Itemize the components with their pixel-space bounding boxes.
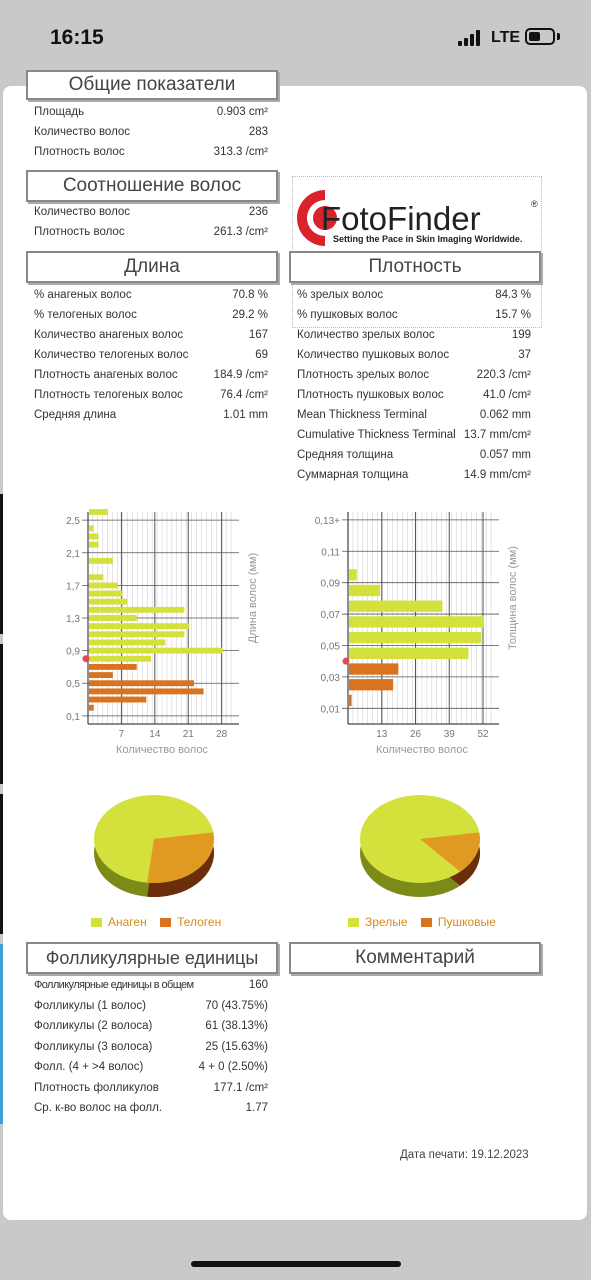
section-ratio-header [26,170,278,202]
follicular-stat-label: Фолликулярные единицы в общем [34,979,194,991]
general-stat-label: Площадь [34,106,85,118]
histogram-bar [89,648,223,654]
battery-tip [557,33,560,40]
anagen-telogen-pie [90,784,225,909]
density-stat-label: Количество зрелых волос [297,329,435,341]
follicular-stat-label: Плотность фолликулов [34,1081,159,1094]
length-stat-row [34,329,268,343]
density-stat-label: Количество пушковых волос [297,349,450,361]
follicular-stat-row [34,1000,268,1014]
length-stat-value: 76.4 /cm² [220,389,268,401]
histogram-bar [89,607,184,613]
histogram-bar [89,534,99,540]
ratio-stat-value: 236 [248,206,268,218]
length-stat-value: 29.2 % [232,309,268,321]
follicular-stat-value: 70 (43.75%) [205,999,268,1012]
length-stat-label: Плотность телогеных волос [34,389,183,401]
legend-vellus-label: Пушковые [437,915,496,929]
follicular-stat-value: 177.1 /cm² [213,1081,268,1094]
density-stat-row [297,449,531,463]
y-tick-label: 0,09 [320,578,340,590]
density-stat-value: 0.062 mm [479,409,531,421]
histogram-bar [349,616,484,627]
follicular-stat-value: 4 + 0 (2.50%) [198,1061,268,1073]
histogram-bar [89,599,127,605]
ratio-stat-value: 261.3 /cm² [213,226,268,238]
battery-icon [525,28,555,45]
histogram-bar [349,679,393,690]
histogram-bar [349,569,357,580]
density-stat-label: Плотность пушковых волос [297,389,444,401]
histogram-bar [349,585,380,596]
density-stat-row [297,289,531,303]
x-tick-label: 7 [118,729,125,740]
density-stat-row [297,349,531,363]
threshold-marker [83,655,90,662]
follicular-stat-value: 61 (38.13%) [205,1020,268,1032]
ratio-stat-label: Количество волос [34,206,131,218]
legend-anagen-label: Анаген [108,915,147,929]
length-stat-label: % анагеных волос [34,289,132,301]
section-density-header [289,251,541,283]
general-stat-label: Плотность волос [34,146,125,158]
length-stat-label: % телогеных волос [34,309,137,321]
histogram-bar [89,664,137,670]
histogram-bar [89,591,122,597]
length-stat-row [34,409,268,423]
x-tick-label: 52 [477,729,489,740]
density-stat-value: 37 [518,349,531,361]
histogram-bar [89,582,118,588]
length-histogram [33,496,283,761]
x-tick-label: 14 [149,729,161,740]
length-stat-row [34,349,268,363]
follicular-stat-row [34,1102,268,1116]
ratio-stat-row [34,206,268,220]
general-stat-value: 0.903 cm² [216,106,268,118]
follicular-stat-row [34,1082,268,1096]
density-stat-value: 15.7 % [495,309,531,321]
pie-legend-density [348,915,496,929]
x-tick-label: 13 [376,729,388,740]
density-stat-value: 41.0 /cm² [483,389,531,401]
histogram-bar [349,648,468,659]
density-stat-value: 0.057 mm [479,449,531,461]
network-label: LTE [491,29,521,46]
density-stat-label: Cumulative Thickness Terminal [297,429,456,441]
follicular-stat-label: Фолликулы (3 волоса) [34,1040,153,1053]
follicular-stat-label: Ср. к-во волос на фолл. [34,1102,162,1114]
length-stat-row [34,389,268,403]
length-stat-label: Количество анагеных волос [34,329,184,341]
ratio-stat-label: Плотность волос [34,226,125,238]
density-stat-row [297,309,531,323]
threshold-marker [343,658,350,665]
thickness-histogram [293,496,543,761]
histogram-bar [89,640,165,646]
section-general-title: Общие показатели [68,74,236,95]
histogram-bar [349,632,481,643]
histogram-bar [89,688,204,694]
histogram-bar [89,574,103,580]
general-stat-row [34,106,268,120]
histogram-bar [89,558,113,564]
y-tick-label: 2,5 [66,516,80,528]
section-follicular-header [26,942,278,974]
histogram-bar [89,542,99,548]
section-general-header [26,70,278,100]
report-page[interactable] [3,74,587,1220]
density-stat-label: % пушковых волос [297,309,398,321]
x-tick-label: 28 [216,729,228,740]
length-stat-row [34,369,268,383]
density-stat-value: 220.3 /cm² [476,369,531,381]
print-date: Дата печати: 19.12.2023 [400,1149,529,1161]
histogram-bar [89,615,137,621]
length-stat-label: Плотность анагеных волос [34,369,178,381]
follicular-stat-row [34,979,268,993]
length-stat-label: Средняя длина [34,409,117,421]
y-axis-title: Толщина волос (мм) [507,546,519,650]
x-tick-label: 21 [182,729,194,740]
density-stat-label: Плотность зрелых волос [297,369,430,381]
histogram-bar [89,680,194,686]
length-stat-label: Количество телогеных волос [34,349,189,361]
y-tick-label: 0,11 [321,547,340,559]
follicular-stat-row [34,1020,268,1034]
section-ratio-title: Соотношение волос [62,175,242,196]
logo-tagline: Setting the Pace in Skin Imaging Worldwide. [333,234,523,244]
y-tick-label: 0,05 [320,641,340,653]
histogram-bar [349,695,352,706]
legend-telogen-label: Телоген [177,915,222,929]
section-length-title: Длина [124,256,180,277]
follicular-stat-value: 160 [248,979,268,991]
y-tick-label: 2,1 [66,548,80,560]
density-stat-label: % зрелых волос [297,289,384,301]
y-axis-title: Длина волос (мм) [247,552,259,644]
x-axis-title: Количество волос [116,744,208,756]
status-time: 16:15 [50,26,104,49]
general-stat-row [34,126,268,140]
histogram-bar [89,623,189,629]
length-stat-value: 69 [255,349,268,361]
length-stat-value: 70.8 % [232,289,268,301]
y-tick-label: 0,5 [66,679,80,691]
length-stat-value: 184.9 /cm² [213,369,268,381]
follicular-stat-value: 25 (15.63%) [205,1040,268,1053]
legend-vellus-swatch [421,918,432,927]
density-stat-row [297,369,531,383]
follicular-stat-label: Фолликулы (1 волос) [34,999,146,1012]
general-stat-value: 313.3 /cm² [213,146,268,158]
y-tick-label: 0,07 [320,610,340,622]
y-tick-label: 0,03 [320,672,340,684]
length-stat-row [34,309,268,323]
density-stat-row [297,429,531,443]
logo-registered: ® [531,199,538,209]
x-axis-title: Количество волос [376,744,468,756]
section-length-header [26,251,278,283]
histogram-bar [89,631,184,637]
length-stat-row [34,289,268,303]
general-stat-value: 283 [248,126,268,138]
mature-vellus-pie [356,784,491,909]
y-tick-label: 0,9 [66,646,80,658]
histogram-bar [89,525,94,531]
x-tick-label: 39 [443,729,455,740]
section-follicular-title: Фолликулярные единицы [45,948,259,968]
legend-mature-swatch [348,918,359,927]
logo-wordmark: FotoFinder [321,200,481,237]
density-stat-label: Средняя толщина [297,449,394,461]
follicular-stat-row [34,1061,268,1075]
density-stat-row [297,409,531,423]
y-tick-label: 0,01 [320,704,340,716]
general-stat-label: Количество волос [34,126,131,138]
section-comment-title: Комментарий [355,947,475,968]
follicular-stat-label: Фолл. (4 + >4 волос) [34,1061,144,1073]
legend-anagen-swatch [91,918,102,927]
legend-mature-label: Зрелые [365,915,408,929]
density-stat-value: 199 [511,329,531,341]
histogram-bar [349,601,442,612]
legend-telogen-swatch [160,918,171,927]
follicular-stat-row [34,1041,268,1055]
y-tick-label: 0,1 [66,711,80,723]
length-stat-value: 1.01 mm [223,409,268,421]
follicular-stat-value: 1.77 [245,1102,268,1114]
signal-icon [458,30,484,46]
follicular-stat-label: Фолликулы (2 волоса) [34,1020,153,1032]
pie-legend-length [91,915,221,929]
y-tick-label: 1,7 [66,581,80,593]
section-density-title: Плотность [368,256,462,277]
histogram-bar [89,509,108,515]
general-stat-row [34,146,268,160]
x-tick-label: 26 [409,729,422,740]
histogram-bar [89,656,151,662]
density-stat-value: 13.7 mm/cm² [463,429,531,441]
histogram-bar [89,672,113,678]
ratio-stat-row [34,226,268,240]
density-stat-label: Суммарная толщина [297,469,409,481]
density-stat-row [297,389,531,403]
density-stat-value: 14.9 mm/cm² [463,469,531,481]
density-stat-row [297,469,531,483]
histogram-bar [89,705,94,711]
y-tick-label: 0,13+ [314,515,340,527]
histogram-bar [89,697,146,703]
histogram-bar [349,663,398,674]
density-stat-value: 84.3 % [495,289,531,301]
density-stat-row [297,329,531,343]
density-stat-label: Mean Thickness Terminal [297,409,427,421]
home-indicator[interactable] [191,1261,401,1267]
section-comment-header [289,942,541,974]
y-tick-label: 1,3 [66,614,80,625]
length-stat-value: 167 [248,329,268,341]
